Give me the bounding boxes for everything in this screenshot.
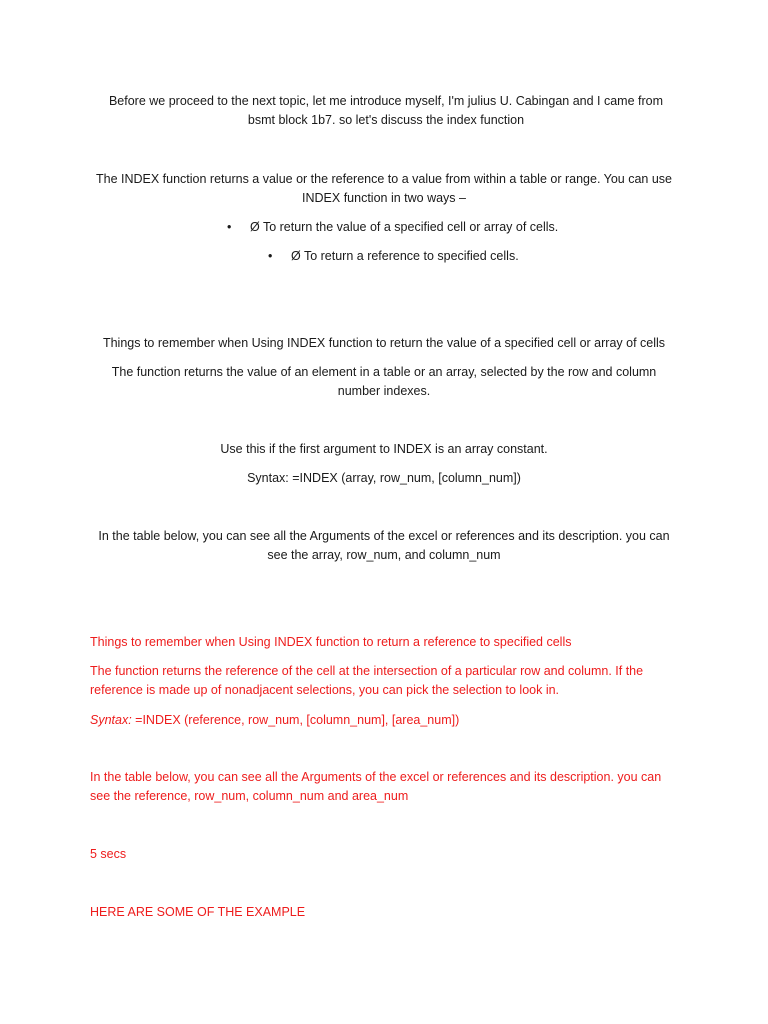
section2-heading: Things to remember when Using INDEX function to return a reference to specified cells [90,635,572,649]
examples-heading: HERE ARE SOME OF THE EXAMPLE [90,905,306,919]
section2-table-note: In the table below, you can see all the Arguments of the excel or references and its description. you can see the reference, row_num, column_num and area_num [90,770,662,803]
bullet-marker: • [227,220,232,234]
bullet-marker: • [268,249,273,263]
definition-paragraph: The INDEX function returns a value or the reference to a value from within a table or range. You can use INDEX function in two ways – [95,172,673,205]
syntax-label: Syntax: [90,713,132,727]
syntax-value: =INDEX (reference, row_num, [column_num], [area_num]) [131,713,460,727]
bullet-text: Ø To return a reference to specified cells. [291,249,519,263]
section1-table-note: In the table below, you can see all the Arguments of the excel or references and its description. you can see the array, row_num, and column_num [98,529,670,562]
section1-syntax: Syntax: =INDEX (array, row_num, [column_num]) [247,471,521,485]
section1-usage: Use this if the first argument to INDEX is an array constant. [220,442,548,456]
section1-heading: Things to remember when Using INDEX function to return the value of a specified cell or array of cells [102,336,666,350]
section2-description: The function returns the reference of the cell at the intersection of a particular row and column. If the reference is made up of nonadjacent selections, you can pick the selection to look in. [90,664,644,697]
timer-text: 5 secs [90,847,127,861]
section2-syntax [90,711,680,730]
bullet-text: Ø To return the value of a specified cell or array of cells. [250,220,559,234]
intro-paragraph: Before we proceed to the next topic, let me introduce myself, I'm julius U. Cabingan and I came from bsmt block 1b7. so let's discuss the index function [108,94,664,127]
section1-description: The function returns the value of an element in a table or an array, selected by the row and column number indexes. [111,365,657,398]
